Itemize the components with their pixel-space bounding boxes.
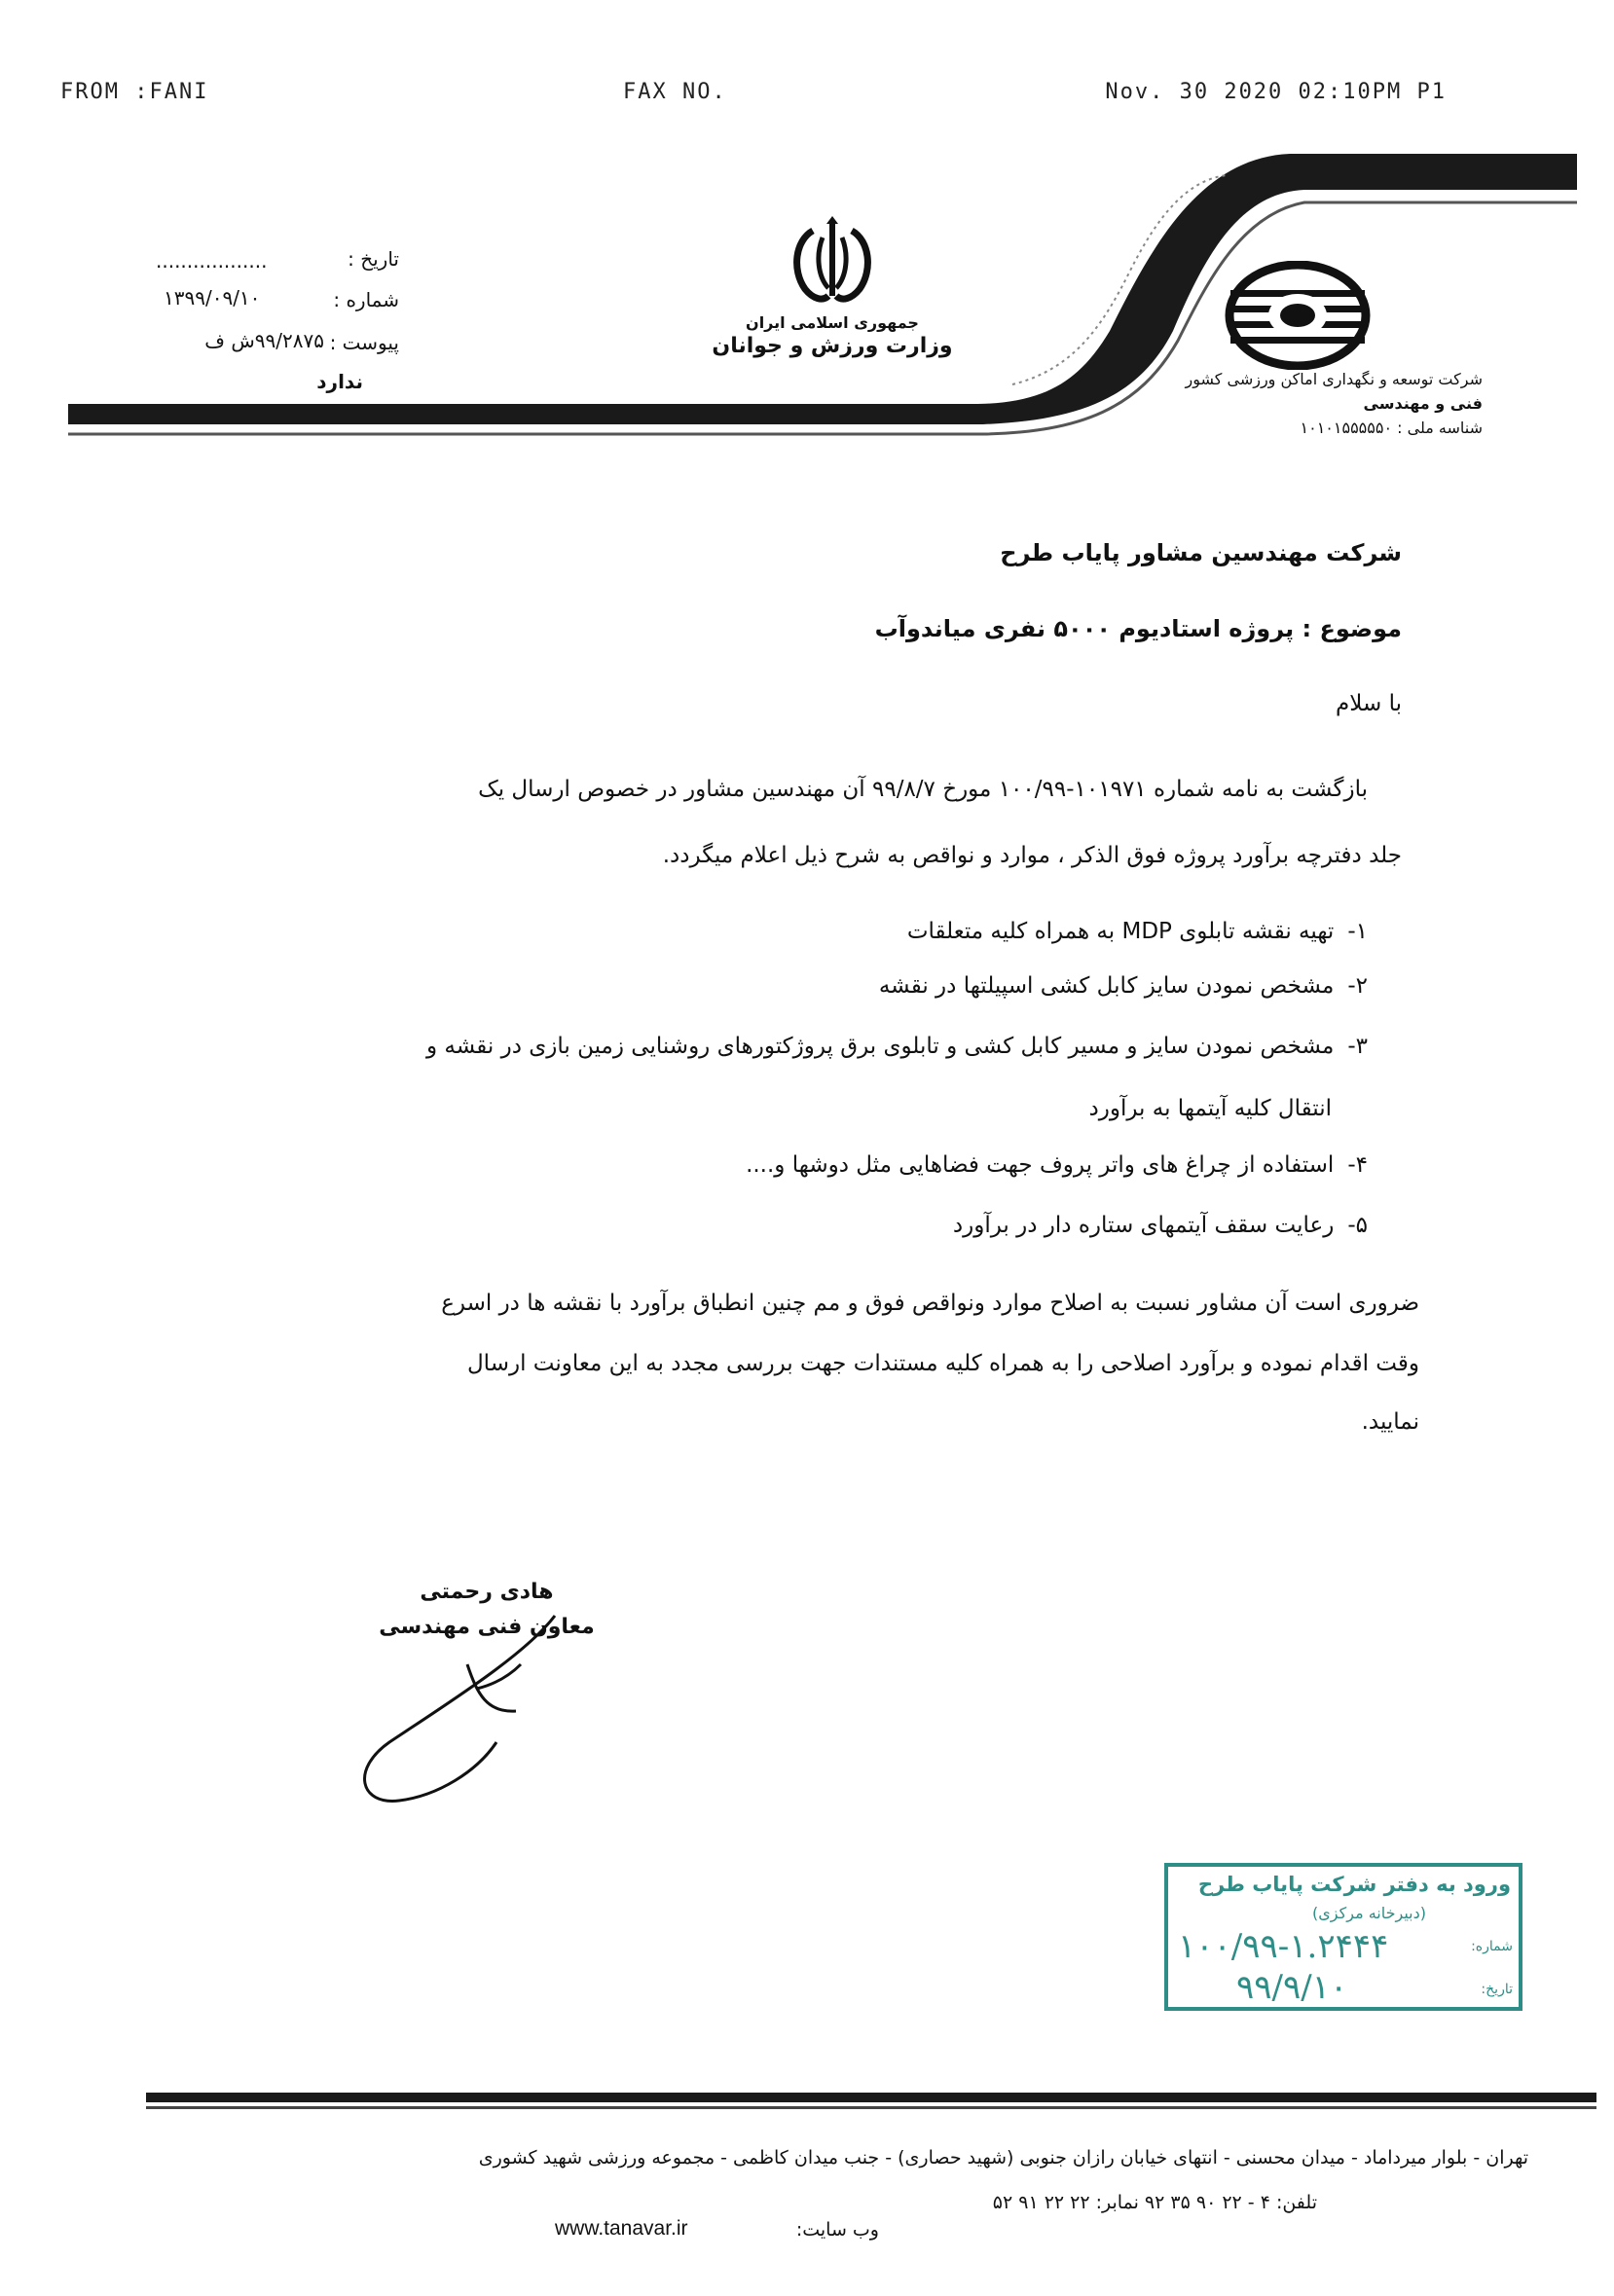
item-number: ۲- — [1347, 973, 1368, 999]
list-item — [426, 1036, 1368, 1058]
number-label: شماره : — [333, 288, 399, 311]
signer-name: هادی رحمتی — [420, 1580, 554, 1604]
company-national-id: شناسه ملی : ۱۰۱۰۱۵۵۵۵۵۰ — [1300, 418, 1483, 437]
closing-line-2: وقت اقدام نموده و برآورد اصلاحی را به همراه کلیه مستندات جهت بررسی مجدد به این معاونت ارسال — [466, 1351, 1419, 1376]
date-value: .................. — [156, 249, 268, 273]
stamp-title: ورود به دفتر شرکت پایاب طرح — [1197, 1873, 1511, 1896]
stamp-date-label: تاریخ: — [1481, 1982, 1513, 1997]
attachment-value: ۹۹/۲۸۷۵ش ف — [204, 329, 324, 352]
republic-name: جمهوری اسلامی ایران — [746, 313, 919, 332]
closing-line-3: نمایید. — [1361, 1409, 1419, 1435]
item-text: استفاده از چراغ های واتر پروف جهت فضاهایی مثل دوشها و.... — [746, 1152, 1335, 1178]
fax-number: FAX NO. — [623, 80, 727, 104]
item-text: رعایت سقف آیتمهای ستاره دار در برآورد — [952, 1213, 1335, 1238]
stamp-subtitle: (دبیرخانه مرکزی) — [1312, 1904, 1426, 1922]
footer-website[interactable]: www.tanavar.ir — [555, 2217, 688, 2240]
stamp-number-label: شماره: — [1471, 1939, 1513, 1954]
fax-datetime: Nov. 30 2020 02:10PM P1 — [1105, 80, 1447, 104]
footer-phone: تلفن: ۴ - ۲۲ ۹۰ ۳۵ ۹۲ نمابر: ۲۲ ۲۲ ۹۱ ۵۲ — [992, 2192, 1317, 2213]
item-text: مشخص نمودن سایز کابل کشی اسپیلتها در نقشه — [878, 973, 1335, 999]
company-logo-icon — [1225, 261, 1371, 370]
greeting: با سلام — [1336, 691, 1402, 716]
footer-address: تهران - بلوار میرداماد - میدان محسنی - انتهای خیابان رازان جنوبی (شهید حصاری) - جنب میدان کاظمی - مجموعه ورزشی شهید کشوری — [478, 2147, 1528, 2168]
attachment-label: پیوست : — [329, 331, 399, 354]
item-number: ۱- — [1347, 919, 1368, 944]
handwritten-signature-icon — [331, 1596, 584, 1820]
attachment-note: ندارد — [316, 370, 363, 393]
company-department: فنی و مهندسی — [1363, 393, 1483, 413]
signer-title: معاون فنی مهندسی — [379, 1615, 595, 1640]
recipient: شرکت مهندسین مشاور پایاب طرح — [1000, 539, 1402, 566]
item-number: ۵- — [1347, 1213, 1368, 1238]
list-item — [746, 1154, 1368, 1177]
intro-line-1: بازگشت به نامه شماره ۱۰۱۹۷۱-۱۰۰/۹۹ مورخ ۹۹/۸/۷ آن مهندسین مشاور در خصوص ارسال یک — [478, 777, 1368, 802]
iran-emblem-icon — [784, 216, 881, 306]
item-text: تهیه نقشه تابلوی MDP به همراه کلیه متعلقات — [906, 919, 1335, 944]
list-item-continuation — [1089, 1098, 1332, 1120]
list-item — [907, 921, 1368, 943]
list-item — [953, 1215, 1368, 1237]
fax-sender: FROM :FANI — [60, 80, 209, 104]
ministry-name: وزارت ورزش و جوانان — [712, 334, 953, 358]
stamp-date-value: ۹۹/۹/۱۰ — [1236, 1968, 1348, 2007]
number-value: ۱۳۹۹/۰۹/۱۰ — [164, 286, 261, 310]
subject: موضوع : پروژه استادیوم ۵۰۰۰ نفری میاندوآب — [874, 615, 1402, 642]
item-text: انتقال کلیه آیتمها به برآورد — [1088, 1096, 1332, 1121]
company-block — [1064, 368, 1483, 440]
footer-rule — [146, 2091, 1596, 2112]
footer-website-label: وب سایت: — [795, 2219, 879, 2241]
date-label: تاریخ : — [348, 247, 399, 271]
company-name: شرکت توسعه و نگهداری اماکن ورزشی کشور — [1185, 370, 1483, 388]
item-number: ۴- — [1347, 1152, 1368, 1178]
received-stamp — [1164, 1863, 1522, 2011]
item-number: ۳- — [1347, 1034, 1368, 1059]
list-item — [879, 975, 1368, 998]
ministry-block — [701, 313, 964, 360]
stamp-number-value: ۱۰۰/۹۹-۱.۲۴۴۴ — [1178, 1927, 1389, 1966]
closing-line-1: ضروری است آن مشاور نسبت به اصلاح موارد ونواقص فوق و مم چنین انطباق برآورد با نقشه ها در اسرع — [441, 1291, 1419, 1316]
intro-line-2: جلد دفترچه برآورد پروژه فوق الذکر ، موارد و نواقص به شرح ذیل اعلام میگردد. — [662, 843, 1402, 868]
item-text: مشخص نمودن سایز و مسیر کابل کشی و تابلوی برق پروژکتورهای روشنایی زمین بازی در نقشه و — [425, 1034, 1335, 1059]
